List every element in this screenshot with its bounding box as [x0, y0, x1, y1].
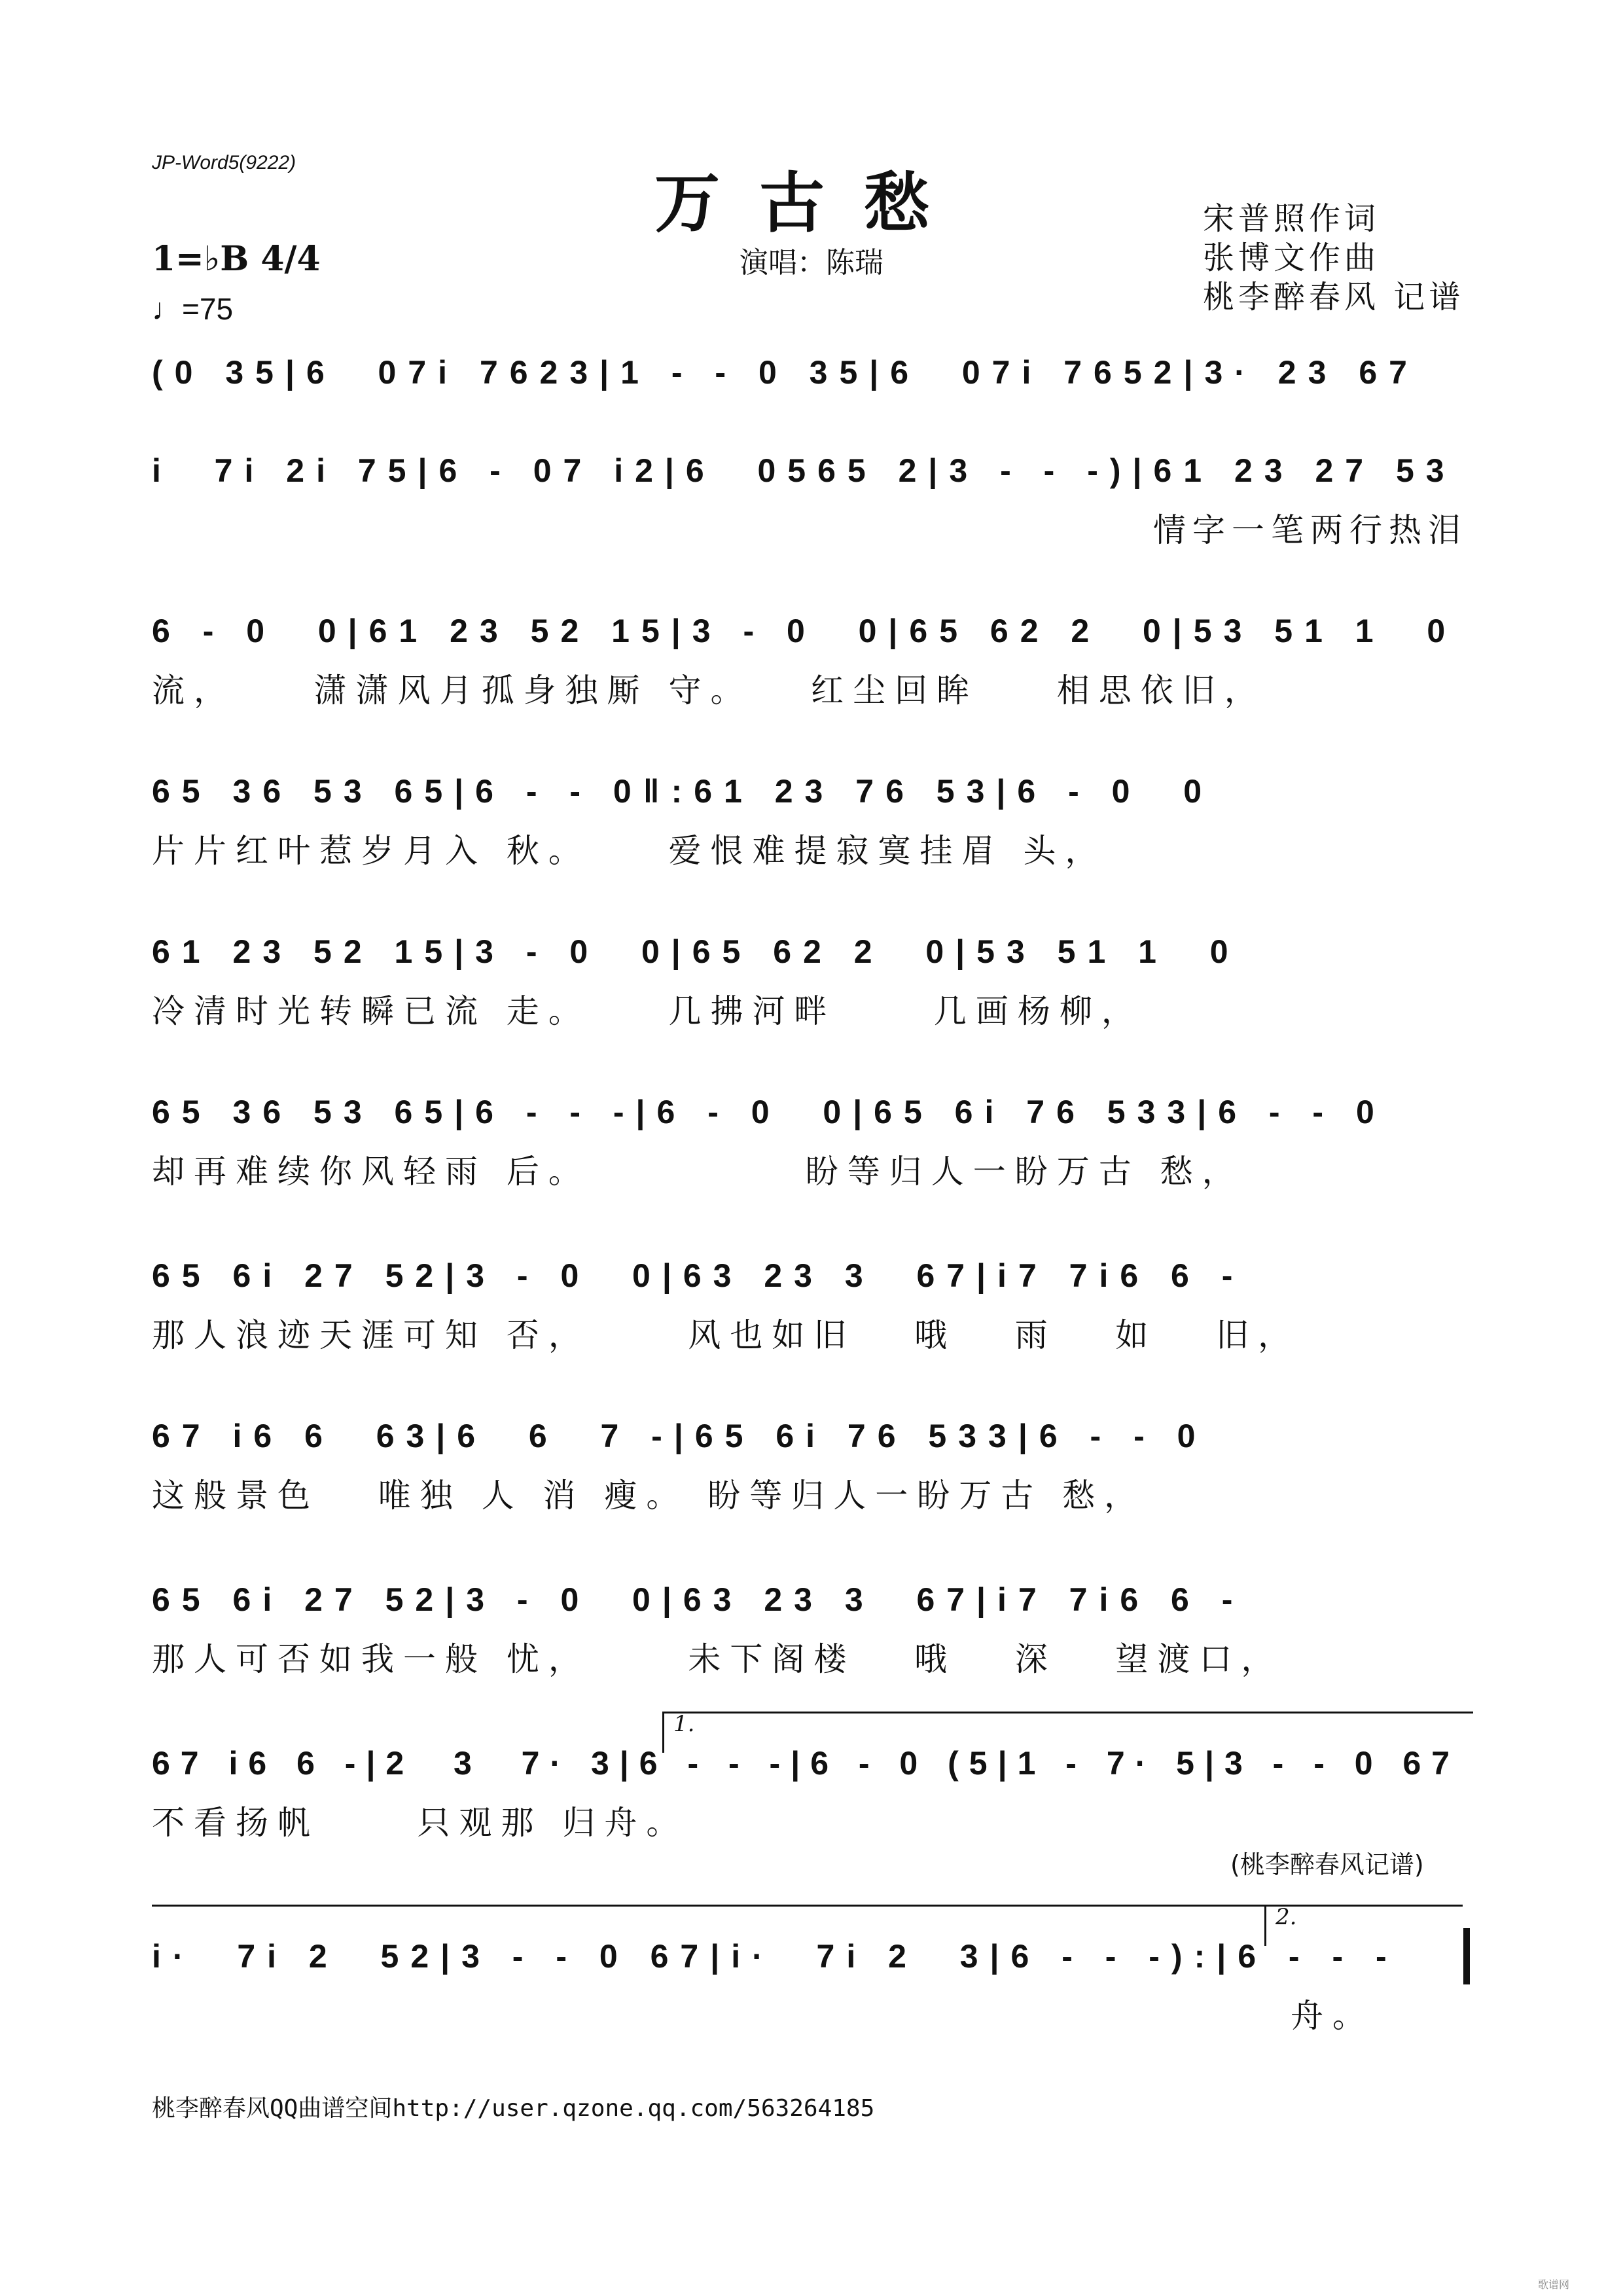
lyric-line: 那人可否如我一般 忧， 未下阁楼 哦 深 望渡口， — [152, 1640, 1283, 1678]
lyricist-credit: 宋普照作词 — [1203, 200, 1380, 237]
notation-line: 61 23 52 15|3 - 0 0|65 62 2 0|53 51 1 0 — [152, 933, 1240, 970]
notation-line: 65 36 53 65|6 - - -|6 - 0 0|65 6i 76 533|6 - - 0 — [152, 1094, 1386, 1130]
transcriber-credit: 桃李醉春风 记谱 — [1203, 279, 1465, 315]
watermark: 歌谱网 — [1538, 2278, 1570, 2291]
singer-credit: 演唱：陈瑞 — [740, 246, 883, 279]
software-label: JP-Word5(9222) — [152, 152, 296, 173]
tempo-marking: ♩=75 — [152, 292, 234, 326]
song-title: 万古愁 — [654, 164, 969, 242]
notation-line: i 7i 2i 75|6 - 07 i2|6 0565 2|3 - - -)|61 23 27 53 — [152, 452, 1456, 489]
notation-line: (0 35|6 07i 7623|1 - - 0 35|6 07i 7652|3· 23 67 — [152, 354, 1419, 391]
notation-line: 65 6i 27 52|3 - 0 0|63 23 3 67|i7 7i6 6 - — [152, 1257, 1245, 1294]
footer-link-text: 桃李醉春风QQ曲谱空间http://user.qzone.qq.com/563264185 — [152, 2095, 875, 2122]
notation-line: i· 7i 2 52|3 - - 0 67|i· 7i 2 3|6 - - -):|6 - - - — [152, 1938, 1399, 1975]
lyric-line: 片片红叶惹岁月入 秋。 爱恨难提寂寞挂眉 头， — [152, 832, 1107, 870]
lyric-line: 这般景色 唯独 人 消 瘦。 盼等归人一盼万古 愁， — [152, 1477, 1147, 1515]
lyric-line: 那人浪迹天涯可知 否， 风也如旧 哦 雨 如 旧， — [152, 1316, 1300, 1354]
lyric-line: 冷清时光转瞬已流 走。 几拂河畔 几画杨柳， — [152, 992, 1143, 1030]
volta-label: 1. — [673, 1711, 695, 1737]
key-signature: 1=♭B 4/4 — [152, 239, 321, 279]
transcriber-note: (桃李醉春风记谱) — [1230, 1850, 1424, 1879]
volta-label: 2. — [1275, 1904, 1297, 1930]
notation-line: 67 i6 6 63|6 6 7 -|65 6i 76 533|6 - - 0 — [152, 1418, 1207, 1454]
lyric-line: 却再难续你风轻雨 后。 盼等归人一盼万古 愁， — [152, 1153, 1244, 1191]
composer-credit: 张博文作曲 — [1203, 240, 1380, 276]
notation-line: 67 i6 6 -|2 3 7· 3|6 - - -|6 - 0 (5|1 - 7· 5|3 - - 0 67 — [152, 1745, 1461, 1782]
lyric-line: 不看扬帆 只观那 归舟。 — [152, 1804, 688, 1842]
final-barline — [1463, 1928, 1470, 1984]
lyric-line: 舟。 — [1291, 1997, 1374, 2035]
lyric-line: 情字一笔两行热泪 — [1153, 511, 1467, 549]
notation-line: 6 - 0 0|61 23 52 15|3 - 0 0|65 62 2 0|53 51 1 0 — [152, 613, 1457, 649]
notation-line: 65 6i 27 52|3 - 0 0|63 23 3 67|i7 7i6 6 - — [152, 1581, 1245, 1618]
lyric-line: 流， 潇潇风月孤身独厮 守。 红尘回眸 相思依旧， — [152, 672, 1266, 709]
notation-line: 65 36 53 65|6 - - 0‖:61 23 76 53|6 - 0 0 — [152, 773, 1214, 810]
